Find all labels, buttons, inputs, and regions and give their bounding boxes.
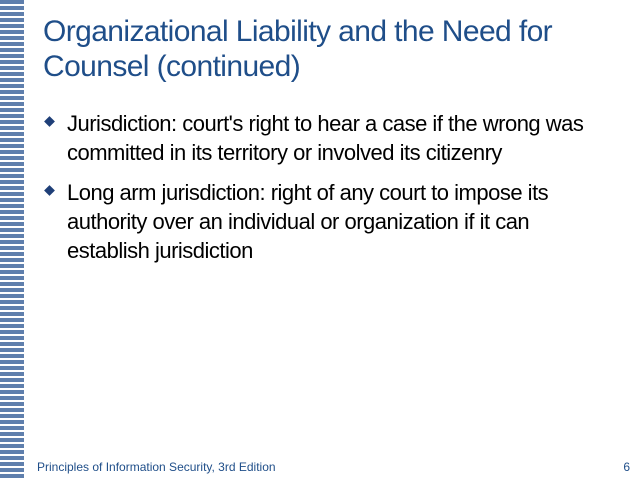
bullet-list [43,109,603,276]
bullet-item [43,109,603,167]
slide-title: Organizational Liability and the Need for Counsel (continued) [43,15,553,83]
square-bullet-icon [44,185,55,196]
bullet-text: Long arm jurisdiction: right of any court to impose its authority over an individual or organization if it can establish jurisdiction [67,180,549,263]
decorative-stripe-bar [0,0,28,478]
footer-source: Principles of Information Security, 3rd Edition [37,460,276,474]
bullet-text: Jurisdiction: court's right to hear a case if the wrong was committed in its territory or involved its citizenry [67,111,584,165]
square-bullet-icon [44,116,55,127]
page-number: 6 [623,460,630,474]
bullet-item [43,178,603,265]
